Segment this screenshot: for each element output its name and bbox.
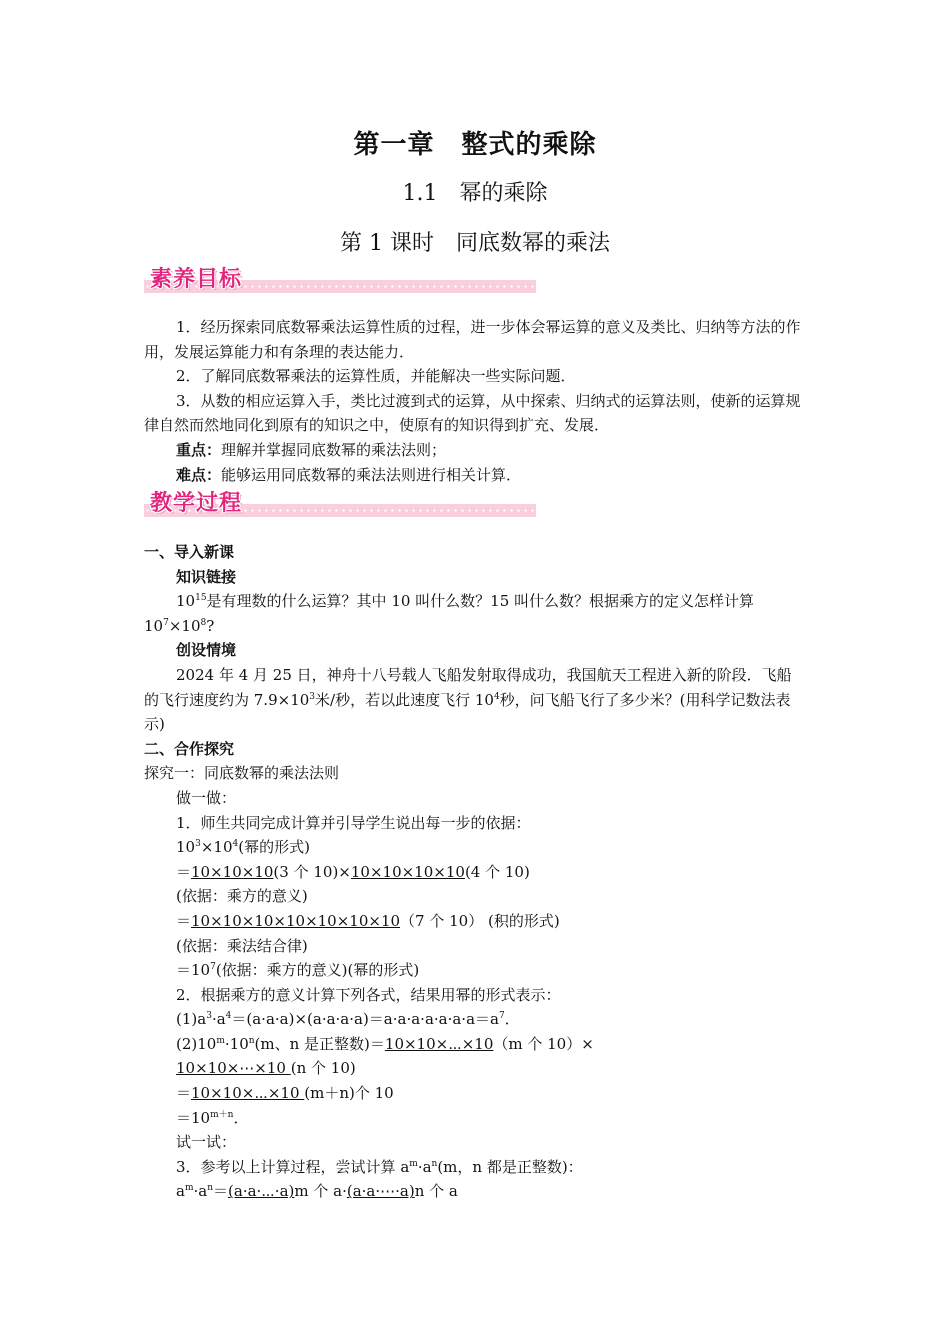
text: （7 个 10） (积的形式) [400,911,560,930]
question-2-cont [144,1056,806,1081]
text: ·10 [224,1034,249,1053]
text: m 个 a· [294,1182,347,1201]
text: (依据：乘方的意义)(幂的形式) [215,961,420,980]
text: (幂的形式) [238,838,310,857]
exponent: 7 [498,1011,505,1022]
lesson-title: 第 1 课时 同底数幂的乘法 [340,231,610,256]
text: (1)a [176,1010,207,1029]
knowledge-link-heading: 知识链接 [176,567,237,586]
underlined-answer: 10×10×⋯×10 [176,1059,291,1078]
text: (2)10 [176,1034,217,1053]
goal-1: 1．经历探索同底数幂乘法运算性质的过程，进一步体会幂运算的意义及类比、归纳等方法的作用，发展运算能力和有条理的表达能力． [144,318,801,361]
text: ． [233,1108,249,1127]
calc-line-4 [144,909,806,934]
text: （m 个 10）× [493,1034,594,1053]
calc-line-6 [144,958,806,983]
difficult-label: 难点： [176,465,222,484]
question-2-sum [144,1081,806,1106]
question-2-result [144,1106,806,1131]
exponent: 7 [210,962,216,973]
exponent: m [216,1035,225,1046]
text: 10 [176,838,196,857]
goal-3: 3．从数的相应运算入手，类比过渡到式的运算，从中探索、归纳式的运算法则，使新的运算规律自然而然地同化到原有的知识之中，使原有的知识得到扩充、发展． [144,391,801,435]
calc-line-3: (依据：乘方的意义) [176,887,308,906]
scenario-text [144,663,806,737]
text: ＝ [176,862,192,881]
scenario-heading: 创设情境 [176,641,237,660]
calc-line-2 [144,860,806,885]
exponent: 4 [493,691,500,702]
goals-banner-label: 素养目标 [150,267,243,292]
question-1 [144,1007,806,1032]
text: 是有理数的什么运算？其中 10 叫什么数？15 叫什么数？根据乘方的定义怎样计算 10 [144,592,755,635]
text: ·a [417,1157,432,1176]
exponent: 7 [163,617,169,628]
text: 2024 年 4 月 25 日，神舟十八号载人飞船发射取得成功，我国航天工程进入新的阶段．飞船的飞行速度约为 7.9×10 [144,665,792,709]
process-banner [144,490,536,520]
intro-heading: 一、导入新课 [144,543,235,561]
text: ×10 [200,838,233,857]
goals-section [144,315,806,487]
text: ． [504,1010,520,1029]
text: ＝ [213,1182,229,1201]
exponent: 4 [232,839,239,850]
text: ＝10 [176,961,211,980]
step-3 [144,1155,806,1180]
text: 10 [176,592,196,611]
exponent: m [184,1183,194,1194]
text: ? [206,616,215,635]
underlined-answer: 10×10×10×10×10×10×10 [191,911,401,930]
exponent: 15 [195,593,207,604]
text: ＝ [176,1084,192,1103]
text: (m＋n)个 10 [304,1084,394,1103]
text: n 个 a [414,1182,458,1201]
explore-topic: 探究一：同底数幂的乘法法则 [144,764,340,783]
text: (m，n 都是正整数)： [437,1157,583,1176]
key-point [144,438,806,463]
try-it: 试一试： [176,1133,237,1152]
question-2 [144,1032,806,1057]
difficult-point [144,463,806,488]
text: (m、n 是正整数)＝ [254,1034,385,1053]
goal-2: 2．了解同底数幂乘法的运算性质，并能解决一些实际问题． [176,367,576,386]
calc-line-1 [144,835,806,860]
key-label: 重点： [176,440,222,459]
step-1: 1．师生共同完成计算并引导学生说出每一步的依据： [176,813,531,832]
exponent: n [207,1183,214,1194]
exponent: 4 [225,1011,232,1022]
process-section [144,540,806,1204]
text: ＝(a·a·a)×(a·a·a·a)＝a·a·a·a·a·a·a＝a [231,1010,499,1029]
knowledge-link-text [144,589,806,638]
exponent: 8 [200,617,207,628]
text: (4 个 10) [464,862,530,881]
step-2: 2．根据乘方的意义计算下列各式，结果用幂的形式表示： [176,985,561,1004]
text: (3 个 10)× [273,862,351,881]
exponent: n [431,1158,438,1169]
text: (n 个 10) [290,1059,356,1078]
text: a [176,1182,185,1201]
text: 3．参考以上计算过程，尝试计算 a [176,1157,410,1176]
process-banner-label: 教学过程 [150,491,243,516]
difficult-text: 能够运用同底数幂的乘法法则进行相关计算． [221,465,522,484]
underlined-answer: (a·a·⋯·a) [228,1182,295,1201]
text: ·a [193,1182,208,1201]
calc-line-5: (依据：乘法结合律) [176,936,308,955]
underlined-answer: 10×10×⋯×10 [384,1034,494,1053]
text: 米/秒，若以此速度飞行 10 [315,690,494,709]
chapter-title: 第一章 整式的乘除 [353,130,597,160]
exponent: m＋n [210,1109,234,1120]
underlined-answer: 10×10×10×10 [350,862,465,881]
section-title: 1.1 幂的乘除 [402,181,548,206]
exponent: 3 [195,839,201,850]
goals-banner [144,266,536,296]
underlined-answer: (a·a·⋯·a) [346,1182,415,1201]
underlined-answer: 10×10×10 [191,862,274,881]
do-it: 做一做： [176,788,237,807]
exponent: 3 [309,691,316,702]
text: ×10 [168,616,201,635]
explore-heading: 二、合作探究 [144,739,235,758]
key-text: 理解并掌握同底数幂的乘法法则； [221,440,447,459]
text: ＝10 [176,1108,211,1127]
text: ＝ [176,911,192,930]
text: 秒，问飞船飞行了多少米？(用科学记数法表示) [144,690,791,734]
exponent: m [409,1158,418,1169]
exponent: n [248,1035,255,1046]
exponent: 3 [206,1011,212,1022]
step-3-expansion [144,1179,806,1204]
underlined-answer: 10×10×⋯×10 [191,1084,305,1103]
text: ·a [211,1010,226,1029]
